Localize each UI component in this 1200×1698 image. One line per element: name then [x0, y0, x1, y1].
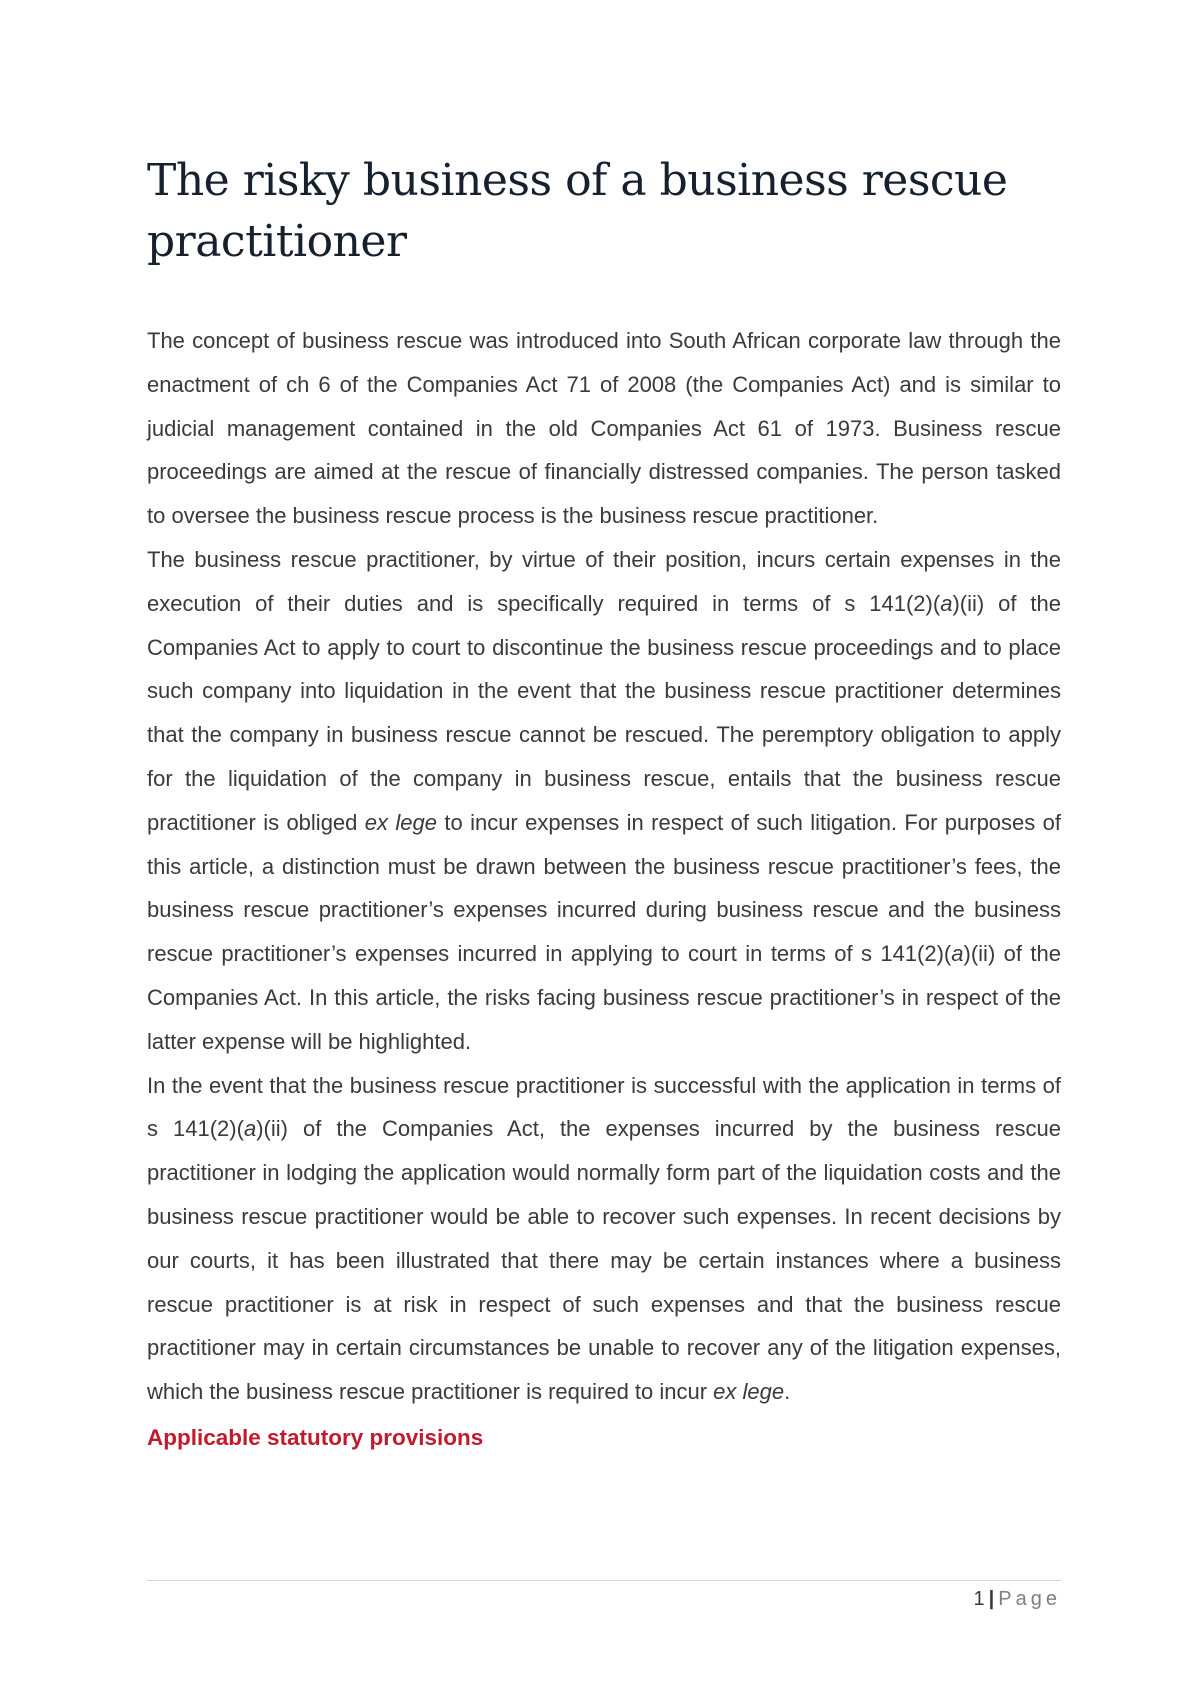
paragraph-segment: )(ii) of the Companies Act. In this article, the risks facing business rescue practitioner’s in respect of the latter expense will be highlighted. — [147, 941, 1061, 1054]
paragraph-segment: )(ii) of the Companies Act, the expenses incurred by the business rescue practitioner in lodging the application would normally form part of the liquidation costs and the business rescue practitioner would be able to recover such expenses. In recent decisions by our courts, it has been illustrated that there may be certain instances where a business rescue practitioner is at risk in respect of such expenses and that the business rescue practitioner may in certain circumstances be unable to recover any of the litigation expenses, which the business rescue practitioner is required to incur — [147, 1116, 1061, 1405]
paragraph-segment: The concept of business rescue was introduced into South African corporate law through the enactment of ch 6 of the Companies Act 71 of 2008 (the Companies Act) and is similar to judicial management contained in the old Companies Act 61 of 1973. Business rescue proceedings are aimed at the rescue of financially distressed companies. The person tasked to oversee the business rescue process is the business rescue practitioner. — [147, 328, 1061, 529]
italic-segment: a — [243, 1116, 257, 1142]
paragraph-segment: . — [784, 1379, 791, 1405]
page-content — [147, 150, 1061, 1459]
paragraph-1 — [147, 319, 1061, 538]
page-label: Page — [998, 1588, 1061, 1610]
paragraph-segment: In the event that the business rescue practitioner is successful with the application in terms of s 141(2)( — [147, 1072, 1061, 1142]
italic-segment: a — [940, 590, 953, 616]
italic-segment: ex lege — [713, 1379, 785, 1405]
footer-divider — [147, 1580, 1061, 1581]
section-heading: Applicable statutory provisions — [147, 1424, 484, 1450]
page-number: 1 — [973, 1588, 985, 1610]
paragraph-3 — [147, 1064, 1061, 1414]
document-title: The risky business of a business rescue practitioner — [147, 155, 1008, 267]
paragraph-segment: )(ii) of the Companies Act to apply to court to discontinue the business rescue proceedings and to place such company into liquidation in the event that the business rescue practitioner determines that the company in business rescue cannot be rescued. The peremptory obligation to apply for the liquidation of the company in business rescue, entails that the business rescue practitioner is obliged — [147, 590, 1061, 835]
page-footer — [974, 1588, 1061, 1611]
paragraph-2 — [147, 538, 1061, 1064]
footer-separator: | — [988, 1588, 995, 1610]
italic-segment: a — [951, 941, 964, 967]
paragraph-segment: The business rescue practitioner, by virtue of their position, incurs certain expenses in the execution of their duties and is specifically required in terms of s 141(2)( — [147, 546, 1061, 616]
paragraph-segment: to incur expenses in respect of such litigation. For purposes of this article, a distinction must be drawn between the business rescue practitioner’s fees, the business rescue practitioner’s expenses incurred during business rescue and the business rescue practitioner’s expenses incurred in applying to court in terms of s 141(2)( — [147, 809, 1061, 967]
italic-segment: ex lege — [364, 809, 437, 835]
